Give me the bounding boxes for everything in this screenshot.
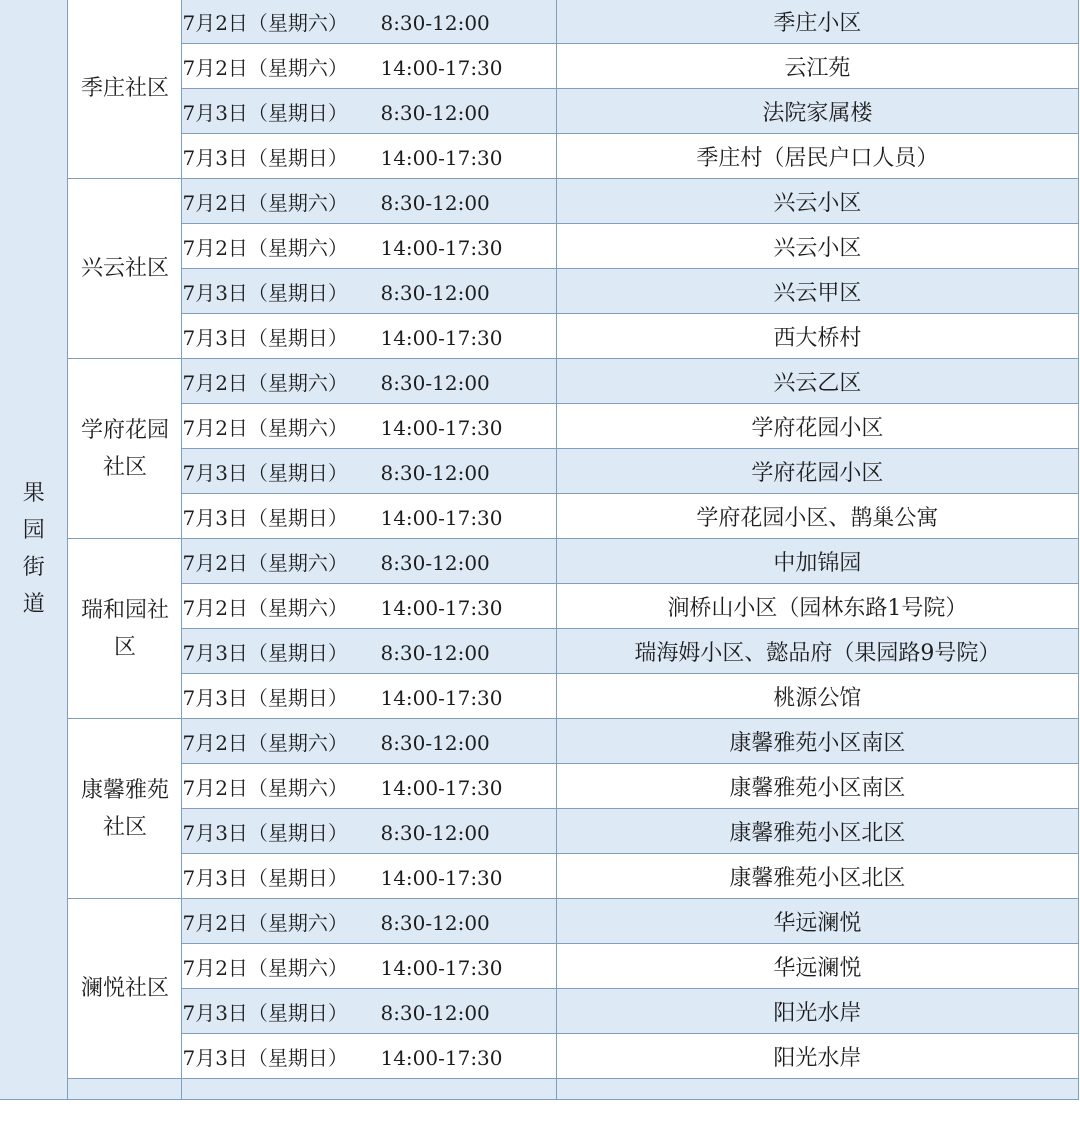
slot-date: 7月3日（星期日）	[182, 145, 348, 170]
slot-date: 7月2日（星期六）	[182, 910, 348, 935]
slot-place: 兴云小区	[556, 179, 1078, 224]
slot-date: 7月3日（星期日）	[182, 1000, 348, 1025]
slot-cell	[182, 944, 556, 989]
slot-time: 8:30-12:00	[380, 460, 490, 485]
slot-place: 华远澜悦	[556, 944, 1078, 989]
slot-cell	[182, 539, 556, 584]
slot-place: 康馨雅苑小区南区	[556, 764, 1078, 809]
slot-date: 7月2日（星期六）	[182, 10, 348, 35]
slot-cell	[182, 224, 556, 269]
slot-cell	[182, 269, 556, 314]
slot-date: 7月2日（星期六）	[182, 370, 348, 395]
slot-date: 7月2日（星期六）	[182, 775, 348, 800]
slot-cell	[182, 809, 556, 854]
slot-place: 兴云小区	[556, 224, 1078, 269]
schedule-row	[0, 539, 1079, 584]
next-section-place-cell	[556, 1079, 1078, 1100]
next-section-slot-cell	[182, 1079, 556, 1100]
slot-cell	[182, 989, 556, 1034]
slot-cell	[182, 764, 556, 809]
slot-date: 7月3日（星期日）	[182, 820, 348, 845]
slot-place: 涧桥山小区（园林东路1号院）	[556, 584, 1078, 629]
slot-time: 14:00-17:30	[380, 1045, 503, 1070]
slot-date: 7月3日（星期日）	[182, 685, 348, 710]
slot-time: 8:30-12:00	[380, 1000, 490, 1025]
slot-time: 14:00-17:30	[380, 145, 503, 170]
slot-time: 8:30-12:00	[380, 370, 490, 395]
slot-date: 7月3日（星期日）	[182, 280, 348, 305]
slot-place: 瑞海姆小区、懿品府（果园路9号院）	[556, 629, 1078, 674]
slot-date: 7月2日（星期六）	[182, 955, 348, 980]
schedule-row	[0, 899, 1079, 944]
community-name: 康馨雅苑 社区	[68, 719, 182, 899]
slot-cell	[182, 584, 556, 629]
slot-place: 康馨雅苑小区南区	[556, 719, 1078, 764]
slot-cell	[182, 629, 556, 674]
slot-place: 华远澜悦	[556, 899, 1078, 944]
slot-cell	[182, 134, 556, 179]
slot-date: 7月2日（星期六）	[182, 550, 348, 575]
slot-place: 阳光水岸	[556, 1034, 1078, 1079]
community-name: 兴云社区	[68, 179, 182, 359]
slot-time: 8:30-12:00	[380, 820, 490, 845]
slot-time: 14:00-17:30	[380, 685, 503, 710]
slot-place: 西大桥村	[556, 314, 1078, 359]
slot-cell	[182, 44, 556, 89]
schedule-row	[0, 719, 1079, 764]
slot-place: 兴云乙区	[556, 359, 1078, 404]
slot-cell	[182, 404, 556, 449]
slot-place: 法院家属楼	[556, 89, 1078, 134]
schedule-row	[0, 359, 1079, 404]
slot-time: 14:00-17:30	[380, 325, 503, 350]
slot-time: 8:30-12:00	[380, 640, 490, 665]
community-name: 学府花园 社区	[68, 359, 182, 539]
slot-time: 8:30-12:00	[380, 550, 490, 575]
next-section-community-cell	[68, 1079, 182, 1100]
slot-cell	[182, 494, 556, 539]
slot-cell	[182, 179, 556, 224]
slot-time: 14:00-17:30	[380, 415, 503, 440]
slot-place: 云江苑	[556, 44, 1078, 89]
slot-date: 7月2日（星期六）	[182, 55, 348, 80]
slot-time: 14:00-17:30	[380, 955, 503, 980]
street-name: 果 园 街 道	[0, 0, 68, 1100]
slot-place: 季庄村（居民户口人员）	[556, 134, 1078, 179]
slot-place: 学府花园小区	[556, 404, 1078, 449]
slot-place: 康馨雅苑小区北区	[556, 854, 1078, 899]
community-name: 季庄社区	[68, 0, 182, 179]
slot-place: 中加锦园	[556, 539, 1078, 584]
slot-cell	[182, 1034, 556, 1079]
slot-date: 7月3日（星期日）	[182, 1045, 348, 1070]
slot-cell	[182, 0, 556, 44]
slot-time: 14:00-17:30	[380, 55, 503, 80]
slot-place: 季庄小区	[556, 0, 1078, 44]
slot-date: 7月3日（星期日）	[182, 460, 348, 485]
slot-place: 学府花园小区、鹊巢公寓	[556, 494, 1078, 539]
slot-place: 学府花园小区	[556, 449, 1078, 494]
slot-cell	[182, 674, 556, 719]
community-name: 瑞和园社 区	[68, 539, 182, 719]
slot-cell	[182, 89, 556, 134]
community-name: 澜悦社区	[68, 899, 182, 1079]
slot-time: 8:30-12:00	[380, 730, 490, 755]
slot-date: 7月2日（星期六）	[182, 595, 348, 620]
slot-cell	[182, 719, 556, 764]
slot-place: 康馨雅苑小区北区	[556, 809, 1078, 854]
slot-time: 8:30-12:00	[380, 280, 490, 305]
slot-cell	[182, 854, 556, 899]
slot-cell	[182, 314, 556, 359]
next-section-row	[0, 1079, 1079, 1100]
slot-date: 7月2日（星期六）	[182, 190, 348, 215]
slot-cell	[182, 359, 556, 404]
slot-date: 7月3日（星期日）	[182, 325, 348, 350]
schedule-row	[0, 0, 1079, 44]
slot-cell	[182, 899, 556, 944]
slot-date: 7月3日（星期日）	[182, 100, 348, 125]
slot-place: 兴云甲区	[556, 269, 1078, 314]
slot-cell	[182, 449, 556, 494]
slot-time: 14:00-17:30	[380, 505, 503, 530]
slot-time: 14:00-17:30	[380, 595, 503, 620]
slot-date: 7月2日（星期六）	[182, 235, 348, 260]
slot-time: 8:30-12:00	[380, 10, 490, 35]
slot-date: 7月2日（星期六）	[182, 730, 348, 755]
slot-date: 7月3日（星期日）	[182, 640, 348, 665]
slot-time: 14:00-17:30	[380, 235, 503, 260]
slot-time: 8:30-12:00	[380, 910, 490, 935]
slot-date: 7月3日（星期日）	[182, 505, 348, 530]
slot-place: 桃源公馆	[556, 674, 1078, 719]
slot-time: 14:00-17:30	[380, 865, 503, 890]
slot-time: 8:30-12:00	[380, 100, 490, 125]
slot-date: 7月3日（星期日）	[182, 865, 348, 890]
slot-time: 8:30-12:00	[380, 190, 490, 215]
slot-time: 14:00-17:30	[380, 775, 503, 800]
slot-date: 7月2日（星期六）	[182, 415, 348, 440]
schedule-row	[0, 179, 1079, 224]
slot-place: 阳光水岸	[556, 989, 1078, 1034]
